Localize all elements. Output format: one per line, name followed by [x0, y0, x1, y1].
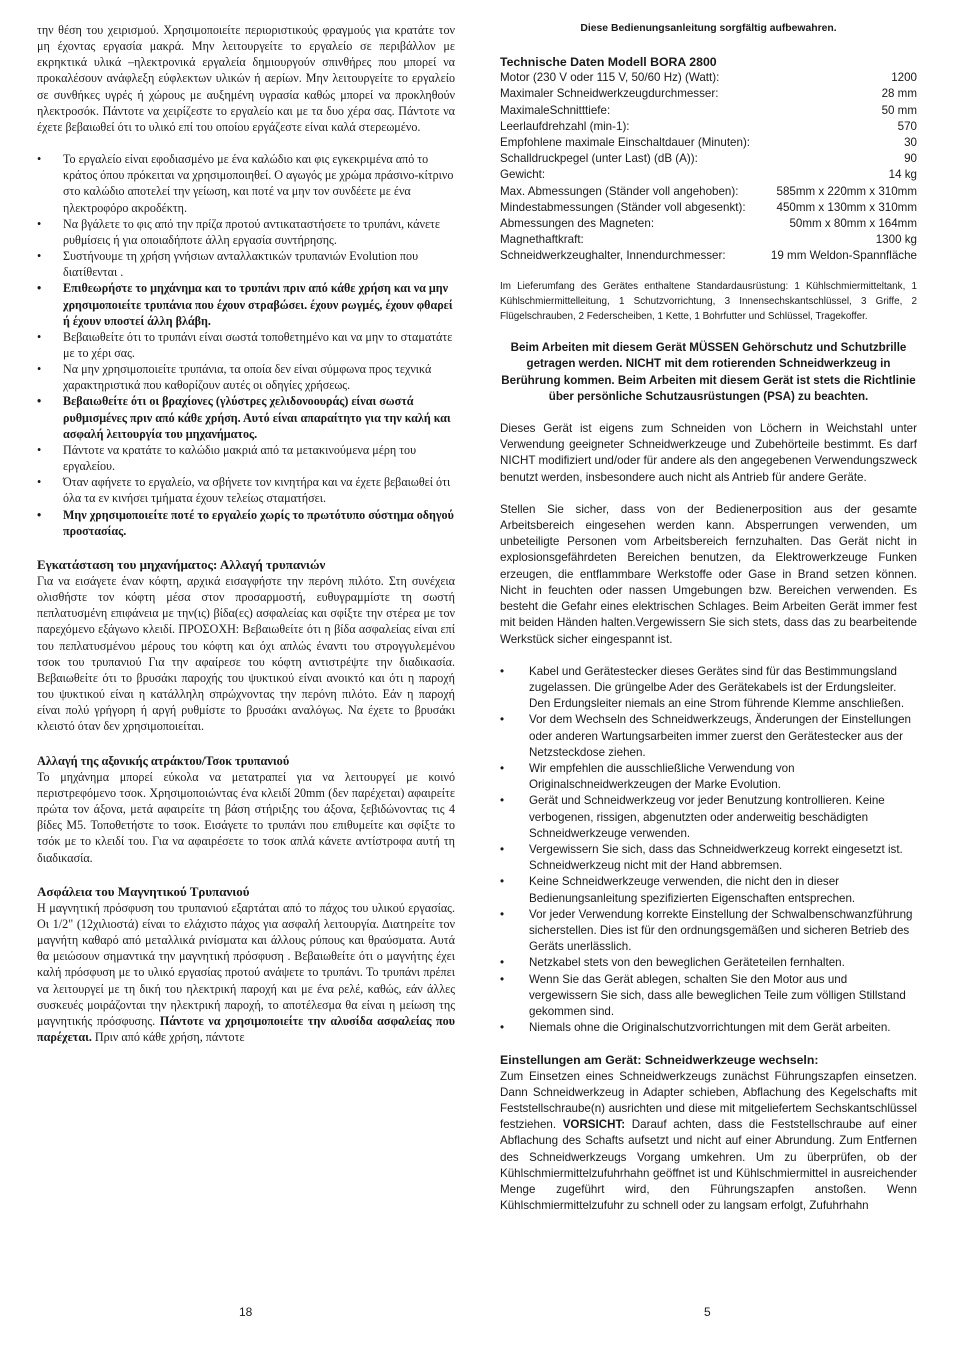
german-bullet-list [500, 664, 917, 1037]
spec-row [500, 216, 917, 232]
spec-label: MaximaleSchnitttiefe: [500, 103, 611, 117]
spec-label: Abmessungen des Magneten: [500, 217, 655, 231]
spec-label: Mindestabmessungen (Ständer voll abgesenkt): [500, 200, 746, 214]
page-number-left: 18 [239, 1305, 253, 1319]
spec-value: 1300 kg [875, 233, 917, 247]
list-item: • Gerät und Schneidwerkzeug vor jeder Benutzung kontrollieren. Keine verbogenen, rissigen, abgenutzten oder anderweitig beschädigten Schneidwerkzeuge verwenden. [500, 793, 917, 842]
spec-row [500, 86, 917, 102]
spec-value: 14 kg [888, 168, 917, 182]
section-heading-installation: Εγκατάσταση του μηχανήματος: Αλλαγή τρυπανιών [37, 556, 326, 572]
spec-label: Schalldruckpegel (unter Last) (dB (A)): [500, 152, 698, 166]
list-item: • Keine Schneidwerkzeuge verwenden, die nicht den in dieser Bedienungsanleitung spezifizierten Eigenschaften entsprechen. [500, 874, 917, 906]
spec-row [500, 103, 917, 119]
spec-label: Gewicht: [500, 168, 546, 182]
intended-use-paragraph: Dieses Gerät ist eigens zum Schneiden von Löchern in Weichstahl unter Verwendung geeigneter Schneidwerkzeuge und Zubehörteile bestimmt. Es darf NICHT modifiziert und/oder für andere als den angegebenen Verwendungszweck benutzt werden, insbesondere auch nicht als Antrieb für andere Geräte. [500, 422, 917, 484]
spec-label: Maximaler Schneidwerkzeugdurchmesser: [500, 87, 719, 101]
list-item: • Vor dem Wechseln des Schneidwerkzeugs, Änderungen der Einstellungen oder anderen Wartungsarbeiten immer zuerst den Gerätestecker aus der Netzsteckdose ziehen. [500, 712, 917, 761]
settings-text: Zum Einsetzen eines Schneidwerkzeugs zunächst Führungszapfen einsetzen. Dann Schneidwerkzeug in Adapter schieben, Abflachung des Kegelschafts mit Feststellschraube(n) ausrichten und diese mit mitgeliefertem Sechskantschlüssel festziehen. [500, 1069, 917, 1132]
spec-label: Max. Abmessungen (Ständer voll angehoben): [500, 184, 739, 198]
spec-value: 50mm x 80mm x 164mm [789, 217, 917, 231]
safety-warning: Beim Arbeiten mit diesem Gerät MÜSSEN Gehörschutz und Schutzbrille getragen werden. NICHT mit dem rotierenden Schneidwerkzeug in Berührung kommen. Beim Arbeiten mit diesem Gerät ist stets die Richtlinie über persönliche Schutzausrüstungen (PSA) zu beachten. [501, 341, 916, 403]
spec-value: 90 [904, 152, 917, 166]
caution-label: VORSICHT: [562, 1118, 626, 1132]
spec-value: 30 [904, 136, 917, 150]
list-item: • Να μην χρησιμοποιείτε τρυπάνια, τα οποία δεν είναι σύμφωνα προς τεχνικά χαρακτηριστικά που καθορίζουν αυτές οι οδηγίες χρήσεως. [37, 361, 455, 393]
chuck-paragraph: Το μηχάνημα μπορεί εύκολα να μετατραπεί για να λειτουργεί με κοινό περιστρεφόμενο τσοκ. Χρησιμοποιώντας ένα κλειδί 20mm (δεν παρέχεται) αφαιρείτε πρώτα τον άξονα, μετά αφαιρείτε τη βάση στήριξης του άξονα, ξεβιδώνοντας τις 4 βίδες M5. Τοποθετήστε το τσοκ. Εισάγετε το τρυπάνι που επιθυμείτε και σφίξτε το τσόκ με το κλειδί του. Για να αφαιρέσετε το τσοκ απλά κάνετε αντίστροφα αυτή τη διαδικασία. [37, 769, 455, 865]
spec-row [500, 151, 917, 167]
magnet-text: Η μαγνητική πρόσφυση του τρυπανιού εξαρτάται από το πάχος του υλικού εργασίας. Οι 1/2" (12χιλιοστά) είναι το ελάχιστο πάχος για ασφαλή λειτουργία. Διατηρείτε τον μαγνήτη καθαρό από μεταλλικά ρινίσματα και άλλους ρύπους και θραύσματα. Αυτά θα μειώσουν σημαντικά την μαγνητική πρόσφυση . Βεβαιωθείτε ότι ο μαγνήτης έχει καλή πρόσφυση με το υλικό εργασίας προτού ανάψετε το τρυπάνι. Το τρυπάνι πρέπει να λειτουργεί με τη δική του ηλεκτρική παροχή και με ένα ρελέ, καθώς, εάν άλλες συσκευές μοιράζονται την ηλεκτρική παροχή, το αποτέλεσμα θα είναι η μείωση της μαγνητικής πρόσφυσης. [37, 900, 455, 1028]
spec-value: 1200 [891, 71, 917, 85]
spec-label: Magnethaftkraft: [500, 233, 584, 247]
settings-paragraph [500, 1069, 917, 1215]
list-item: • Μην χρησιμοποιείτε ποτέ το εργαλείο χωρίς το πρωτότυπο σύστημα οδηγού προστασίας. [37, 507, 455, 539]
magnet-safety-paragraph [37, 900, 455, 1045]
spec-row [500, 200, 917, 216]
list-item: • Netzkabel stets von den beweglichen Geräteteilen fernhalten. [500, 955, 917, 971]
spec-row [500, 119, 917, 135]
spec-value: 585mm x 220mm x 310mm [776, 184, 917, 198]
list-item: • Vor jeder Verwendung korrekte Einstellung der Schwalbenschwanzführung sicherstellen. Dies ist für den ordnungsgemäßen und sicheren Betrieb des Geräts unerlässlich. [500, 907, 917, 956]
spec-label: Schneidwerkzeughalter, Innendurchmesser: [500, 249, 726, 263]
list-item: • Επιθεωρήστε το μηχάνημα και το τρυπάνι πριν από κάθε χρήση και να μην χρησιμοποιείτε τρυπάνια που έχουν στραβώσει. έχουν ρωγμές, έχουν φθαρεί ή έχουν υποστεί άλλη βλάβη. [37, 280, 455, 328]
spec-row [500, 184, 917, 200]
spec-row [500, 167, 917, 183]
installation-paragraph: Για να εισάγετε έναν κόφτη, αρχικά εισαγφήστε την περόνη πιλότο. Στη συνέχεια ολισθήστε τον κόφτη μέσα στον προσαρμοστή, ευθυγραμμίστε τη σωστή πεπλατυσμένη επιφάνεια με την(ις) βίδα(ες) ασφαλείας και σφίξτε την στέρεα με τον παρεχόμενο εξάγωνο κλειδί. ΠΡΟΣΟΧΗ: Βεβαιωθείτε ότι η βίδα ασφαλείας είναι επί του πεπλατυσμένου μέρους του κόφτη και όχι απλώς έναντι του στρογγυλεμένου τσοκ του τρυπανιού Για την αφαίρεσε του κόφτη αντιστρέψτε την διαδικασία. Βεβαιωθείτε ότι το βρυσάκι παροχής του ψυκτικού είναι ανοικτό και ότι η παροχή του ψυκτικού είναι η κατάλληλη σπρώχνοντας την περόνη πιλότο. Εάν η παροχή είναι πολύ γρήγορη ή αργή ρυθμίστε το βρυσάκι αναλόγως. Να έχετε το βρυσάκι κλειστό όταν δεν χρησιμοποιείται. [37, 574, 455, 734]
spec-row [500, 232, 917, 248]
spec-row [500, 248, 917, 264]
list-item: • Να βγάλετε το φις από την πρίζα προτού αντικαταστήσετε το τρυπάνι, κάνετε ρυθμίσεις ή για οποιαδήποτε άλλη εργασία συντήρησης. [37, 216, 455, 248]
spec-value: 19 mm Weldon-Spannfläche [770, 249, 917, 263]
keep-manual-note: Diese Bedienungsanleitung sorgfältig aufbewahren. [580, 23, 837, 34]
list-item: • Wir empfehlen die ausschließliche Verwendung von Originalschneidwerkzeugen der Marke Evolution. [500, 761, 917, 793]
safety-bullet-list [37, 151, 455, 539]
list-item: • Kabel und Gerätestecker dieses Gerätes sind für das Bestimmungsland zugelassen. Die grüngelbe Ader des Gerätekabels ist der Erdungsleiter. Den Erdungsleiter niemals an eine Strom führende Klemme anschließen. [500, 664, 917, 713]
section-heading-settings: Einstellungen am Gerät: Schneidwerkzeuge wechseln: [500, 1053, 819, 1068]
settings-text-tail: Darauf achten, dass die Feststellschraube auf einer Abflachung des Schafts aufsetzt und nicht auf einer Abrundung. Zum Entfernen des Schneidwerkzeugs Vorgang umkehren. Um zu überprüfen, ob der Kühlschmiermittelzufuhrhahn geöffnet ist und Kühlschmiermittel in ausreichender Menge zugeführt wird, den Führungszapfen anstoßen. Wenn Kühlschmiermittelzufuhr zu schnell oder zu langsam erfolgt, Zufuhrhahn [500, 1118, 917, 1213]
spec-label: Empfohlene maximale Einschaltdauer (Minuten): [500, 136, 751, 150]
work-area-paragraph: Stellen Sie sicher, dass von der Bedienerposition aus der gesamte Arbeitsbereich eingesehen werden kann. Absperrungen verwenden, um unbeteiligte Personen vom Arbeitsbereich fernzuhalten. Das Gerät nicht in explosionsgefährdeten Bereichen benutzen, da Elektrowerkzeuge Funken erzeugen, die entflammbare Werkstoffe oder Gase in Brand setzen können. Nicht in feuchten oder nassen Umgebungen bzw. Bereichen verwenden. Es besteht die Gefahr eines elektrischen Schlages. Beim Arbeiten Gerät immer fest mit beiden Händen halten.Vergewissern Sie sich stets, dass das zu bearbeitende Werkstück sicher eingespannt ist. [500, 502, 917, 646]
spec-value: 50 mm [881, 103, 917, 117]
spec-value: 450mm x 130mm x 310mm [776, 200, 917, 214]
german-column [500, 22, 917, 1214]
intro-paragraph: την θέση του χειρισμού. Χρησιμοποιείτε περιοριστικούς φραγμούς για κρατάτε τον μη έχοντας εργασία μακρά. Μην λειτουργείτε το εργαλείο σε περιβάλλον με εκρηκτικά υλικά –ηλεκτρονικά εργαλεία δημιουργούν σπινθήρες που μπορεί να προκαλέσουν ανάφλεξη εύφλεκτων υλικών ή αερίων. Μην λειτουργείτε το εργαλείο σε συνθήκες υγρές ή χώρους με αυξημένη υγρασία καθώς μπορεί να προκληθούν ηλεκτροσόκ. Πάντοτε να χειρίζεστε το εργαλείο και με τα δυο χέρα σας. Πάντοτε να έχετε βεβαιωθεί ότι το υλικό επί του οποίου εργάζεστε είναι καλά στερεωμένο. [37, 23, 455, 134]
spec-label: Leerlaufdrehzahl (min-1): [500, 119, 630, 133]
page-number-right: 5 [704, 1305, 711, 1319]
scope-of-delivery: Im Lieferumfang des Gerätes enthaltene Standardausrüstung: 1 Kühlschmiermitteltank, 1 Kühlschmiermittelleitung, 1 Schutzvorrichtung, 3 Innensechskantschlüssel, 3 Griffe, 2 Flügelschrauben, 2 Federscheiben, 1 Kette, 1 Bohrfutter und Schlüssel, Tragekoffer. [500, 280, 917, 323]
list-item: • Όταν αφήνετε το εργαλείο, να σβήνετε τον κινητήρα και να έχετε βεβαιωθεί ότι όλα τα εν κινήσει τμήματα έχουν τελείως σταματήσει. [37, 474, 455, 506]
list-item: • Βεβαιωθείτε ότι το τρυπάνι είναι σωστά τοποθετημένο και να μην το σταματάτε με το χέρι σας. [37, 329, 455, 361]
spec-row [500, 135, 917, 151]
list-item: • Πάντοτε να κρατάτε το καλώδιο μακριά από τα μετακινούμενα μέρη του εργαλείου. [37, 442, 455, 474]
section-heading-chuck: Αλλαγή της αξονικής ατράκτου/Τσοκ τρυπανιού [37, 753, 290, 768]
spec-row [500, 70, 917, 86]
list-item: • Το εργαλείο είναι εφοδιασμένο με ένα καλώδιο και φις εγκεκριμένα από το κράτος όπου πρόκειται να χρησιμοποιηθεί. Ο αγωγός με χρώμα πράσινο-κίτρινο στο καλώδιο αποτελεί την γείωση, και ποτέ να μην τον συνδέετε με ένα ηλεκτροφόρο ακροδέκτη. [37, 151, 455, 216]
spec-label: Motor (230 V oder 115 V, 50/60 Hz) (Watt): [500, 71, 720, 85]
spec-value: 570 [897, 119, 917, 133]
magnet-text-tail: Πριν από κάθε χρήση, πάντοτε [91, 1030, 245, 1045]
spec-title: Technische Daten Modell BORA 2800 [500, 55, 717, 69]
spec-table [500, 70, 917, 264]
list-item: • Βεβαιωθείτε ότι οι βραχίονες (γλύστρες χελιδονοουράς) είναι σωστά ρυθμισμένες πριν από κάθε χρήση. Αυτό είναι απαραίτητο για την καλή και ασφαλή λειτουργία του μηχανήματος. [37, 393, 455, 441]
section-heading-magnet-safety: Ασφάλεια του Μαγνητικού Τρυπανιού [37, 883, 250, 899]
list-item: • Wenn Sie das Gerät ablegen, schalten Sie den Motor aus und vergewissern Sie sich, dass alle beweglichen Teile zum völligen Stillstand gekommen sind. [500, 972, 917, 1021]
spec-value: 28 mm [881, 87, 917, 101]
safety-chain-note: Πάντοτε να χρησιμοποιείτε την αλυσίδα ασφαλείας που παρέχεται. [37, 1013, 456, 1045]
list-item: • Vergewissern Sie sich, dass das Schneidwerkzeug korrekt eingesetzt ist. Schneidwerkzeug nicht mit der Hand abbremsen. [500, 842, 917, 874]
list-item: • Niemals ohne die Originalschutzvorrichtungen mit dem Gerät arbeiten. [500, 1020, 917, 1036]
list-item: • Συστήνουμε τη χρήση γνήσιων ανταλλακτικών τρυπανιών Evolution που διατίθενται . [37, 248, 455, 280]
greek-column [37, 22, 455, 1045]
